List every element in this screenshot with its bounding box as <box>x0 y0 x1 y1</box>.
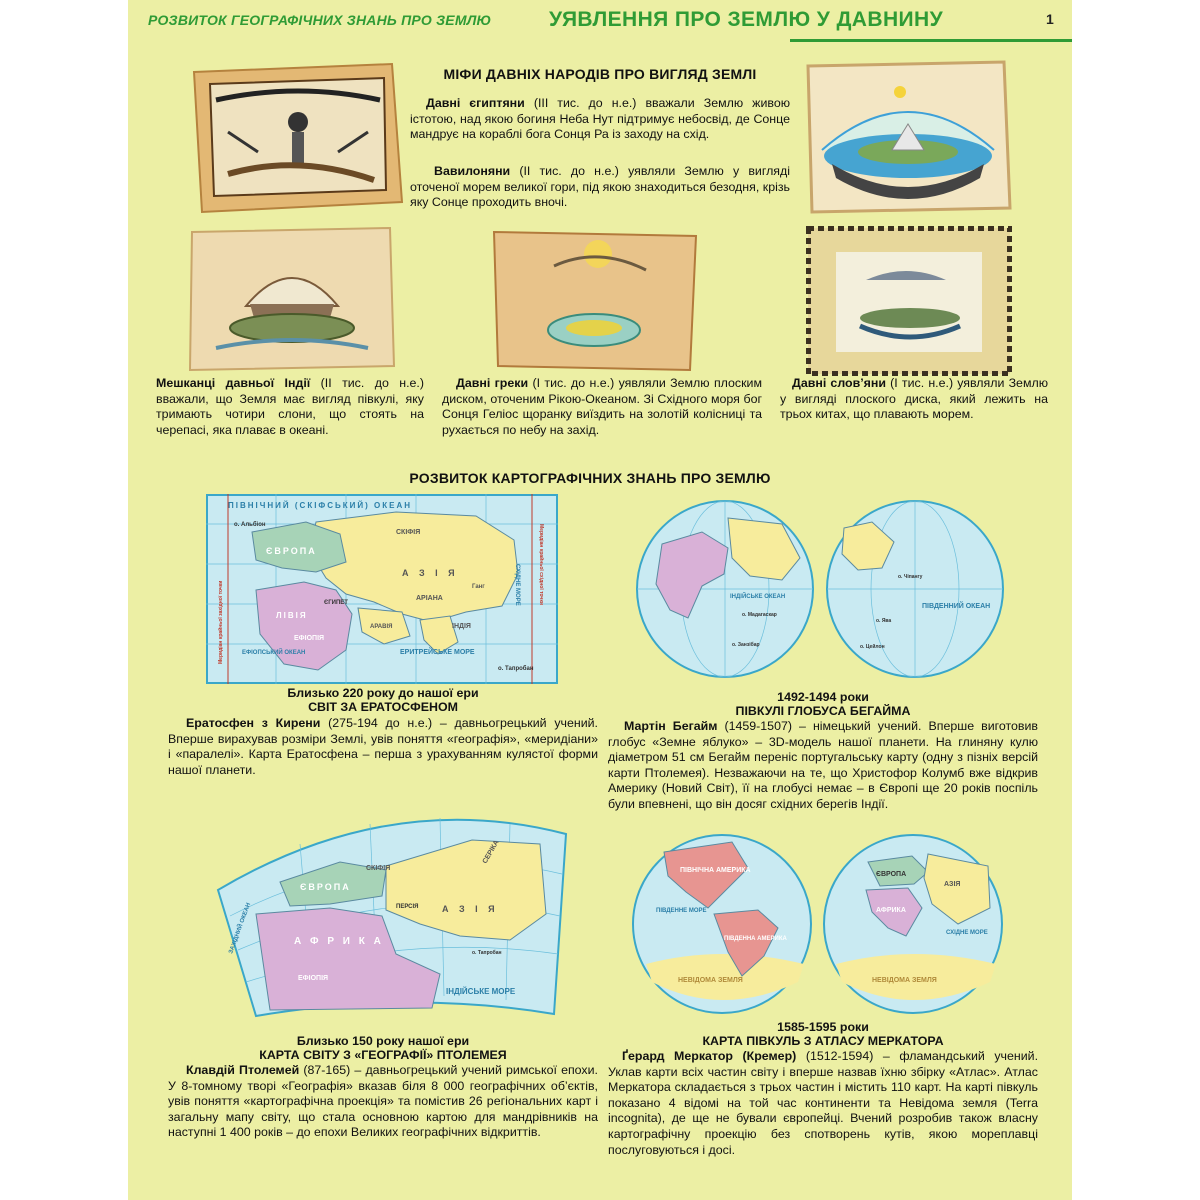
egypt-name: Давні єгиптяни <box>426 96 525 110</box>
india-myth-text <box>156 376 424 438</box>
ptolemy-desc: (87-165) – давньогрецький учений римської епохи. У 8-томному творі «Географія» вказав біля 8 000 географічних об’єктів, увів поняття «картографічна проекція» та помістив 26 регіональних карт і загальну мапу світу, що стала основною картою для мандрівників на наступні 1 400 років – до епохи Великих географічних відкриттів. <box>168 1063 598 1140</box>
map-label-libya: ЛІВІЯ <box>276 611 308 620</box>
ptolemy-label-taprobana: о. Тапробан <box>472 950 502 956</box>
globe-label-ceylon: о. Цейлон <box>860 644 885 650</box>
slavs-myth-text <box>780 376 1048 423</box>
atlas-page <box>128 0 1072 1200</box>
india-name: Мешканці давньої Індії <box>156 376 311 390</box>
globe-label-cipangu: о. Чіпангу <box>898 574 923 580</box>
egypt-myth-illustration <box>188 62 404 214</box>
map-label-scythia: СКІФІЯ <box>396 529 421 536</box>
egypt-myth-text <box>410 96 790 143</box>
map-label-ethiopia: ЕФІОПІЯ <box>294 635 325 642</box>
mercator-label-south-sea: ПІВДЕННЕ МОРЕ <box>656 908 707 914</box>
india-myth-illustration <box>186 224 398 374</box>
babylon-myth-text <box>410 164 790 211</box>
mercator-date: 1585-1595 роки <box>777 1020 869 1034</box>
india-desc: (ІІ тис. до н.е.) вважали, що Земля має вигляд півкулі, яку тримають чотири слони, що стоять на черепасі, яка плаває в океані. <box>156 376 424 437</box>
slavs-myth-illustration <box>806 226 1012 376</box>
globe-label-java: о. Ява <box>876 618 892 624</box>
mercator-label-east-sea: СХІДНЕ МОРЕ <box>946 930 988 936</box>
map-label-arabia: АРАВІЯ <box>370 624 393 630</box>
greeks-myth-text <box>442 376 762 438</box>
map-label-india: ІНДІЯ <box>452 623 471 630</box>
ptolemy-name: Клавдій Птолемей <box>186 1063 300 1077</box>
greeks-desc: (І тис. до н.е.) уявляли Землю плоским диском, оточеним Рікою-Океаном. Зі Східного моря бог Сонця Геліос щоранку виїздить на золотій колісниці та рухається по небу на захід. <box>442 376 762 437</box>
mercator-name: Ґерард Меркатор (Кремер) <box>622 1049 797 1063</box>
ptolemy-label-europe: ЄВРОПА <box>300 882 351 892</box>
map-label-west-meridian: Меридіан крайньої західної точки <box>218 580 224 664</box>
eratosthenes-text <box>168 716 598 778</box>
mercator-label-unknown-land-east: НЕВІДОМА ЗЕМЛЯ <box>872 977 937 984</box>
greeks-myth-illustration <box>488 226 702 376</box>
globe-label-south-ocean: ПІВДЕННИЙ ОКЕАН <box>922 603 991 610</box>
mercator-label-europe: ЄВРОПА <box>876 871 907 878</box>
page-number: 1 <box>1046 11 1054 27</box>
map-label-albion: о. Альбіон <box>234 522 266 528</box>
behaim-text <box>608 719 1038 813</box>
eratosthenes-name: Ератосфен з Кирени <box>186 716 321 730</box>
carto-title: РОЗВИТОК КАРТОГРАФІЧНИХ ЗНАНЬ ПРО ЗЕМЛЮ <box>409 470 771 486</box>
eratosthenes-date: Близько 220 року до нашої ери <box>287 686 479 700</box>
map-label-ariana: АРІАНА <box>416 595 443 602</box>
eratosthenes-map <box>206 494 558 684</box>
behaim-name: Мартін Бегайм <box>624 719 718 733</box>
map-label-taprobana: о. Тапробан <box>498 666 534 672</box>
map-label-east-sea: СХІДНЕ МОРЕ <box>514 564 520 606</box>
ptolemy-label-scythia: СКІФІЯ <box>366 865 391 872</box>
ptolemy-label-persia: ПЕРСІЯ <box>396 904 419 910</box>
globe-label-madagascar: о. Мадагаскар <box>742 612 777 618</box>
babylon-desc: (ІІ тис. до н.е.) уявляли Землю у вигляді оточеної морем великої гори, під якою знаходиться безодня, крізь яку Сонце проходить вночі. <box>410 164 790 210</box>
globe-label-zanzibar: о. Занзібар <box>732 642 760 648</box>
map-label-europe: ЄВРОПА <box>266 546 317 556</box>
map-label-north-ocean: ПІВНІЧНИЙ (СКІФСЬКИЙ) ОКЕАН <box>228 501 413 510</box>
globe-label-indian-ocean: ІНДІЙСЬКЕ ОКЕАН <box>730 594 786 600</box>
ptolemy-label-asia: А З І Я <box>442 904 499 914</box>
myths-title: МІФИ ДАВНІХ НАРОДІВ ПРО ВИГЛЯД ЗЕМЛІ <box>443 66 757 82</box>
mercator-title: КАРТА ПІВКУЛЬ З АТЛАСУ МЕРКАТОРА <box>702 1034 944 1048</box>
eratosthenes-title: СВІТ ЗА ЕРАТОСФЕНОМ <box>308 700 458 714</box>
map-label-asia: А З І Я <box>402 568 459 578</box>
slavs-desc: (І тис. н.е.) уявляли Землю у вигляді плоского диска, який лежить на трьох китах, що плавають морем. <box>780 376 1048 422</box>
mercator-label-south-america: ПІВДЕННА АМЕРИКА <box>724 936 787 942</box>
header-underline <box>790 39 1072 42</box>
ptolemy-label-africa: А Ф Р И К А <box>294 936 384 947</box>
babylon-myth-illustration <box>804 60 1012 214</box>
map-label-east-meridian: Меридіан крайньої східної точки <box>538 524 544 605</box>
mercator-label-unknown-land-west: НЕВІДОМА ЗЕМЛЯ <box>678 977 743 984</box>
ptolemy-text <box>168 1063 598 1141</box>
behaim-date: 1492-1494 роки <box>777 690 869 704</box>
map-label-egypt: ЄГИПЕТ <box>324 600 348 606</box>
greeks-name: Давні греки <box>456 376 529 390</box>
mercator-desc: (1512-1594) – фламандський учений. Уклав карти всіх частин світу і вперше назвав їхню збірку «Атлас». Атлас Меркатора складається з трьох частин і містить 110 карт. На карті півкуль показано 4 відомі на той час континенти та Невідома земля (Terra incognita), де ще не бували європейці. Вчений розробив також власну картографічну проекцію без спотворень кутів, якою мореплавці послуговуються і досі. <box>608 1049 1039 1157</box>
slavs-name: Давні слов’яни <box>792 376 886 390</box>
mercator-label-north-america: ПІВНІЧНА АМЕРИКА <box>680 867 751 874</box>
ptolemy-label-west-ocean: ЗАХІДНИЙ ОКЕАН <box>228 902 253 955</box>
ptolemy-label-serica: СЕРІКА <box>481 839 501 865</box>
ptolemy-label-indian-sea: ІНДІЙСЬКЕ МОРЕ <box>446 987 516 996</box>
map-label-eritrean-sea: ЕРИТРЕЙСЬКЕ МОРЕ <box>400 649 475 656</box>
ptolemy-date: Близько 150 року нашої ери <box>296 1034 470 1048</box>
behaim-title: ПІВКУЛІ ГЛОБУСА БЕГАЙМА <box>735 704 911 718</box>
ptolemy-map <box>210 804 580 1020</box>
mercator-label-asia: АЗІЯ <box>944 881 961 888</box>
mercator-label-africa: АФРИКА <box>876 907 906 914</box>
mercator-globes <box>628 832 1008 1016</box>
behaim-desc: (1459-1507) – німецький учений. Вперше виготовив глобус «Земне яблуко» – 3D-модель нашої планети. На глиняну кулю діаметром 51 см Бегайм переніс португальську карту (одну з пізніх версій карти Птолемея). Незважаючи на те, що Христофор Колумб вже відкрив Америку (Новий Світ), її на глобусі немає – в Європі ще 20 років поспіль були впевнені, що він досяг східних берегів Індії. <box>608 719 1039 811</box>
mercator-text <box>608 1049 1038 1158</box>
page-title: УЯВЛЕННЯ ПРО ЗЕМЛЮ У ДАВНИНУ <box>549 8 944 31</box>
map-label-ethiopian-ocean: ЕФІОПСЬКИЙ ОКЕАН <box>242 650 306 656</box>
behaim-globes <box>632 498 1008 680</box>
eratosthenes-desc: (275-194 до н.е.) – давньогрецький учений. Вперше вирахував розміри Землі, увів поняття «географія», «меридіани» і «паралелі». Карта Ератосфена – перша з урахуванням кулястої форми нашої планети. <box>168 716 598 777</box>
ptolemy-title: КАРТА СВІТУ З «ГЕОГРАФІЇ» ПТОЛЕМЕЯ <box>259 1048 507 1062</box>
map-label-ganges: Ганг <box>472 584 485 590</box>
egypt-desc: (ІІІ тис. до н.е.) вважали Землю живою істотою, над якою богиня Неба Нут підтримує небосвід, де Сонце мандрує на кораблі бога Сонця Ра із заходу на схід. <box>410 96 790 142</box>
ptolemy-label-ethiopia: ЕФІОПІЯ <box>298 975 329 982</box>
section-header: РОЗВИТОК ГЕОГРАФІЧНИХ ЗНАНЬ ПРО ЗЕМЛЮ <box>148 12 492 28</box>
babylon-name: Вавилоняни <box>434 164 511 178</box>
